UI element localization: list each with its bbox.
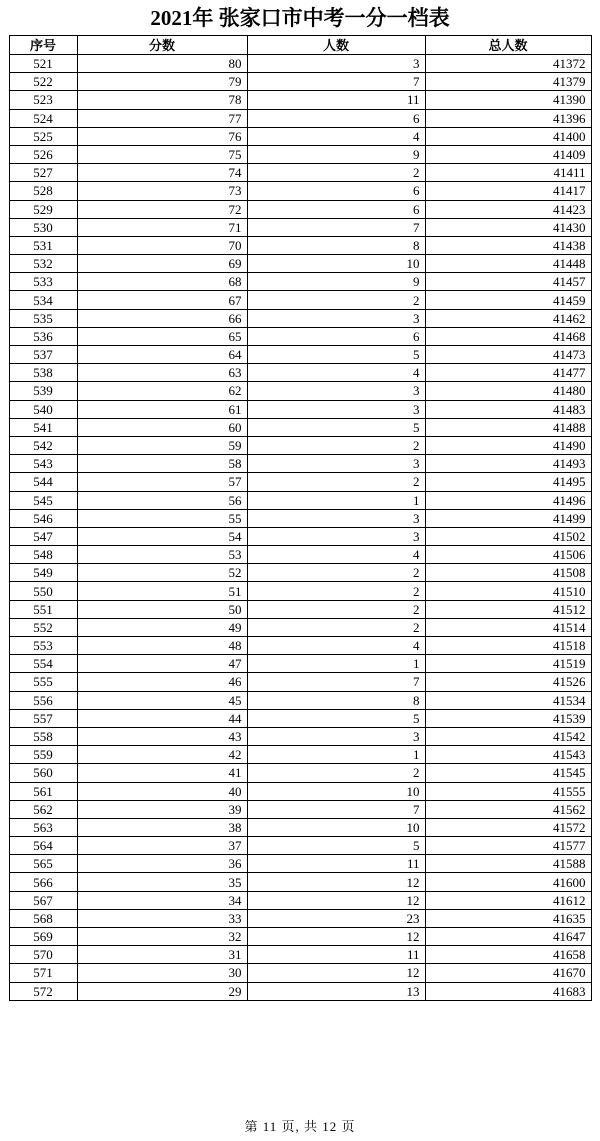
cell-count: 2 <box>247 473 425 491</box>
cell-seq: 541 <box>9 418 77 436</box>
cell-count: 2 <box>247 582 425 600</box>
cell-total: 41488 <box>425 418 591 436</box>
cell-seq: 563 <box>9 818 77 836</box>
cell-score: 70 <box>77 236 247 254</box>
cell-seq: 537 <box>9 346 77 364</box>
cell-total: 41379 <box>425 73 591 91</box>
cell-score: 74 <box>77 164 247 182</box>
cell-seq: 558 <box>9 727 77 745</box>
cell-total: 41493 <box>425 455 591 473</box>
cell-score: 40 <box>77 782 247 800</box>
table-row <box>9 709 591 727</box>
table-row <box>9 91 591 109</box>
cell-count: 6 <box>247 200 425 218</box>
cell-count: 2 <box>247 164 425 182</box>
cell-count: 3 <box>247 455 425 473</box>
table-row <box>9 236 591 254</box>
cell-count: 12 <box>247 964 425 982</box>
cell-count: 10 <box>247 255 425 273</box>
cell-score: 48 <box>77 637 247 655</box>
table-row <box>9 982 591 1000</box>
table-row <box>9 182 591 200</box>
cell-seq: 560 <box>9 764 77 782</box>
cell-score: 55 <box>77 509 247 527</box>
cell-total: 41510 <box>425 582 591 600</box>
cell-count: 5 <box>247 837 425 855</box>
cell-seq: 542 <box>9 436 77 454</box>
cell-count: 11 <box>247 855 425 873</box>
cell-total: 41372 <box>425 55 591 73</box>
cell-seq: 544 <box>9 473 77 491</box>
cell-seq: 559 <box>9 746 77 764</box>
table-row <box>9 491 591 509</box>
cell-count: 9 <box>247 145 425 163</box>
cell-seq: 553 <box>9 637 77 655</box>
cell-count: 10 <box>247 782 425 800</box>
cell-seq: 540 <box>9 400 77 418</box>
table-row <box>9 436 591 454</box>
cell-seq: 569 <box>9 928 77 946</box>
cell-total: 41670 <box>425 964 591 982</box>
cell-score: 39 <box>77 800 247 818</box>
cell-total: 41534 <box>425 691 591 709</box>
cell-count: 2 <box>247 564 425 582</box>
cell-count: 1 <box>247 491 425 509</box>
cell-count: 5 <box>247 346 425 364</box>
table-row <box>9 546 591 564</box>
cell-score: 72 <box>77 200 247 218</box>
cell-score: 50 <box>77 600 247 618</box>
cell-score: 34 <box>77 891 247 909</box>
page-title: 2021年 张家口市中考一分一档表 <box>150 6 450 30</box>
cell-total: 41495 <box>425 473 591 491</box>
cell-count: 6 <box>247 109 425 127</box>
cell-score: 36 <box>77 855 247 873</box>
cell-count: 13 <box>247 982 425 1000</box>
table-row <box>9 928 591 946</box>
cell-total: 41600 <box>425 873 591 891</box>
cell-seq: 564 <box>9 837 77 855</box>
column-header-total: 总人数 <box>425 36 591 55</box>
table-row <box>9 291 591 309</box>
cell-seq: 570 <box>9 946 77 964</box>
cell-total: 41647 <box>425 928 591 946</box>
cell-total: 41502 <box>425 527 591 545</box>
cell-seq: 551 <box>9 600 77 618</box>
table-row <box>9 509 591 527</box>
table-row <box>9 782 591 800</box>
table-row <box>9 346 591 364</box>
cell-score: 51 <box>77 582 247 600</box>
table-row <box>9 582 591 600</box>
score-distribution-table <box>9 35 592 1001</box>
table-header-row <box>9 36 591 55</box>
cell-seq: 529 <box>9 200 77 218</box>
cell-total: 41457 <box>425 273 591 291</box>
cell-total: 41411 <box>425 164 591 182</box>
cell-total: 41490 <box>425 436 591 454</box>
cell-count: 8 <box>247 691 425 709</box>
cell-count: 6 <box>247 327 425 345</box>
cell-count: 4 <box>247 637 425 655</box>
cell-total: 41572 <box>425 818 591 836</box>
cell-score: 76 <box>77 127 247 145</box>
table-body <box>9 55 591 1001</box>
cell-total: 41459 <box>425 291 591 309</box>
cell-total: 41562 <box>425 800 591 818</box>
cell-total: 41462 <box>425 309 591 327</box>
cell-score: 78 <box>77 91 247 109</box>
cell-total: 41577 <box>425 837 591 855</box>
cell-count: 11 <box>247 946 425 964</box>
cell-count: 12 <box>247 873 425 891</box>
cell-score: 56 <box>77 491 247 509</box>
cell-count: 4 <box>247 546 425 564</box>
cell-count: 5 <box>247 709 425 727</box>
cell-total: 41526 <box>425 673 591 691</box>
cell-total: 41519 <box>425 655 591 673</box>
table-row <box>9 800 591 818</box>
cell-total: 41635 <box>425 909 591 927</box>
cell-seq: 568 <box>9 909 77 927</box>
cell-score: 71 <box>77 218 247 236</box>
cell-seq: 533 <box>9 273 77 291</box>
cell-total: 41539 <box>425 709 591 727</box>
table-row <box>9 855 591 873</box>
column-header-seq: 序号 <box>9 36 77 55</box>
page-footer: 第 11 页, 共 12 页 <box>244 1119 356 1134</box>
table-row <box>9 818 591 836</box>
cell-score: 30 <box>77 964 247 982</box>
cell-score: 59 <box>77 436 247 454</box>
table-row <box>9 837 591 855</box>
cell-count: 2 <box>247 764 425 782</box>
cell-seq: 527 <box>9 164 77 182</box>
cell-score: 32 <box>77 928 247 946</box>
cell-seq: 532 <box>9 255 77 273</box>
cell-score: 44 <box>77 709 247 727</box>
cell-score: 29 <box>77 982 247 1000</box>
cell-total: 41518 <box>425 637 591 655</box>
cell-seq: 552 <box>9 618 77 636</box>
table-row <box>9 273 591 291</box>
cell-score: 75 <box>77 145 247 163</box>
cell-count: 2 <box>247 600 425 618</box>
cell-count: 3 <box>247 382 425 400</box>
cell-seq: 531 <box>9 236 77 254</box>
table-row <box>9 600 591 618</box>
table-row <box>9 746 591 764</box>
cell-seq: 536 <box>9 327 77 345</box>
cell-count: 3 <box>247 527 425 545</box>
cell-score: 43 <box>77 727 247 745</box>
cell-seq: 565 <box>9 855 77 873</box>
cell-seq: 566 <box>9 873 77 891</box>
cell-score: 62 <box>77 382 247 400</box>
cell-seq: 521 <box>9 55 77 73</box>
table-row <box>9 727 591 745</box>
cell-score: 67 <box>77 291 247 309</box>
cell-count: 4 <box>247 364 425 382</box>
table-row <box>9 55 591 73</box>
cell-score: 47 <box>77 655 247 673</box>
cell-seq: 535 <box>9 309 77 327</box>
cell-seq: 534 <box>9 291 77 309</box>
table-row <box>9 909 591 927</box>
cell-count: 23 <box>247 909 425 927</box>
cell-seq: 528 <box>9 182 77 200</box>
cell-score: 80 <box>77 55 247 73</box>
table-row <box>9 400 591 418</box>
table-row <box>9 764 591 782</box>
cell-count: 10 <box>247 818 425 836</box>
cell-seq: 525 <box>9 127 77 145</box>
cell-total: 41390 <box>425 91 591 109</box>
cell-total: 41506 <box>425 546 591 564</box>
cell-seq: 561 <box>9 782 77 800</box>
cell-count: 6 <box>247 182 425 200</box>
cell-count: 7 <box>247 73 425 91</box>
table-row <box>9 564 591 582</box>
cell-seq: 539 <box>9 382 77 400</box>
cell-total: 41512 <box>425 600 591 618</box>
cell-seq: 549 <box>9 564 77 582</box>
cell-count: 2 <box>247 291 425 309</box>
cell-seq: 530 <box>9 218 77 236</box>
cell-count: 12 <box>247 928 425 946</box>
cell-seq: 538 <box>9 364 77 382</box>
cell-score: 53 <box>77 546 247 564</box>
cell-score: 52 <box>77 564 247 582</box>
cell-score: 46 <box>77 673 247 691</box>
cell-total: 41400 <box>425 127 591 145</box>
cell-score: 49 <box>77 618 247 636</box>
cell-score: 58 <box>77 455 247 473</box>
cell-count: 7 <box>247 800 425 818</box>
cell-seq: 524 <box>9 109 77 127</box>
cell-count: 3 <box>247 727 425 745</box>
table-row <box>9 655 591 673</box>
table-row <box>9 891 591 909</box>
table-row <box>9 145 591 163</box>
table-row <box>9 473 591 491</box>
cell-seq: 547 <box>9 527 77 545</box>
cell-score: 45 <box>77 691 247 709</box>
cell-count: 3 <box>247 509 425 527</box>
cell-seq: 526 <box>9 145 77 163</box>
cell-score: 79 <box>77 73 247 91</box>
cell-total: 41555 <box>425 782 591 800</box>
cell-count: 2 <box>247 436 425 454</box>
cell-score: 33 <box>77 909 247 927</box>
cell-score: 69 <box>77 255 247 273</box>
cell-total: 41448 <box>425 255 591 273</box>
cell-count: 1 <box>247 655 425 673</box>
cell-count: 9 <box>247 273 425 291</box>
table-row <box>9 218 591 236</box>
cell-count: 7 <box>247 673 425 691</box>
cell-seq: 545 <box>9 491 77 509</box>
cell-total: 41396 <box>425 109 591 127</box>
table-header <box>9 36 591 55</box>
cell-total: 41430 <box>425 218 591 236</box>
cell-count: 3 <box>247 309 425 327</box>
cell-total: 41496 <box>425 491 591 509</box>
table-row <box>9 637 591 655</box>
cell-seq: 548 <box>9 546 77 564</box>
cell-total: 41409 <box>425 145 591 163</box>
cell-score: 73 <box>77 182 247 200</box>
cell-total: 41514 <box>425 618 591 636</box>
cell-total: 41468 <box>425 327 591 345</box>
cell-count: 1 <box>247 746 425 764</box>
cell-seq: 523 <box>9 91 77 109</box>
cell-total: 41438 <box>425 236 591 254</box>
table-row <box>9 200 591 218</box>
cell-total: 41423 <box>425 200 591 218</box>
cell-total: 41473 <box>425 346 591 364</box>
table-row <box>9 946 591 964</box>
cell-seq: 554 <box>9 655 77 673</box>
cell-count: 11 <box>247 91 425 109</box>
cell-seq: 555 <box>9 673 77 691</box>
cell-score: 57 <box>77 473 247 491</box>
cell-count: 4 <box>247 127 425 145</box>
cell-seq: 571 <box>9 964 77 982</box>
cell-total: 41508 <box>425 564 591 582</box>
cell-total: 41588 <box>425 855 591 873</box>
table-row <box>9 109 591 127</box>
cell-count: 3 <box>247 55 425 73</box>
cell-total: 41658 <box>425 946 591 964</box>
cell-count: 12 <box>247 891 425 909</box>
cell-score: 63 <box>77 364 247 382</box>
cell-seq: 543 <box>9 455 77 473</box>
cell-total: 41683 <box>425 982 591 1000</box>
table-row <box>9 255 591 273</box>
cell-seq: 556 <box>9 691 77 709</box>
table-row <box>9 618 591 636</box>
cell-score: 65 <box>77 327 247 345</box>
cell-count: 2 <box>247 618 425 636</box>
cell-total: 41612 <box>425 891 591 909</box>
table-row <box>9 873 591 891</box>
table-row <box>9 364 591 382</box>
table-row <box>9 164 591 182</box>
cell-total: 41542 <box>425 727 591 745</box>
cell-seq: 546 <box>9 509 77 527</box>
cell-score: 41 <box>77 764 247 782</box>
table-row <box>9 455 591 473</box>
table-row <box>9 964 591 982</box>
cell-score: 42 <box>77 746 247 764</box>
cell-score: 37 <box>77 837 247 855</box>
cell-total: 41480 <box>425 382 591 400</box>
cell-total: 41545 <box>425 764 591 782</box>
table-row <box>9 73 591 91</box>
cell-count: 7 <box>247 218 425 236</box>
cell-score: 77 <box>77 109 247 127</box>
table-row <box>9 327 591 345</box>
cell-score: 68 <box>77 273 247 291</box>
cell-seq: 562 <box>9 800 77 818</box>
cell-count: 3 <box>247 400 425 418</box>
cell-seq: 522 <box>9 73 77 91</box>
cell-total: 41483 <box>425 400 591 418</box>
table-row <box>9 382 591 400</box>
cell-total: 41477 <box>425 364 591 382</box>
cell-seq: 572 <box>9 982 77 1000</box>
cell-score: 31 <box>77 946 247 964</box>
table-row <box>9 418 591 436</box>
cell-total: 41417 <box>425 182 591 200</box>
cell-score: 60 <box>77 418 247 436</box>
table-row <box>9 527 591 545</box>
table-row <box>9 309 591 327</box>
cell-seq: 567 <box>9 891 77 909</box>
cell-score: 35 <box>77 873 247 891</box>
cell-score: 66 <box>77 309 247 327</box>
cell-score: 54 <box>77 527 247 545</box>
table-row <box>9 127 591 145</box>
cell-score: 61 <box>77 400 247 418</box>
cell-total: 41543 <box>425 746 591 764</box>
cell-score: 38 <box>77 818 247 836</box>
table-row <box>9 673 591 691</box>
cell-score: 64 <box>77 346 247 364</box>
column-header-score: 分数 <box>77 36 247 55</box>
cell-total: 41499 <box>425 509 591 527</box>
cell-count: 5 <box>247 418 425 436</box>
cell-count: 8 <box>247 236 425 254</box>
cell-seq: 550 <box>9 582 77 600</box>
cell-seq: 557 <box>9 709 77 727</box>
table-row <box>9 691 591 709</box>
column-header-count: 人数 <box>247 36 425 55</box>
